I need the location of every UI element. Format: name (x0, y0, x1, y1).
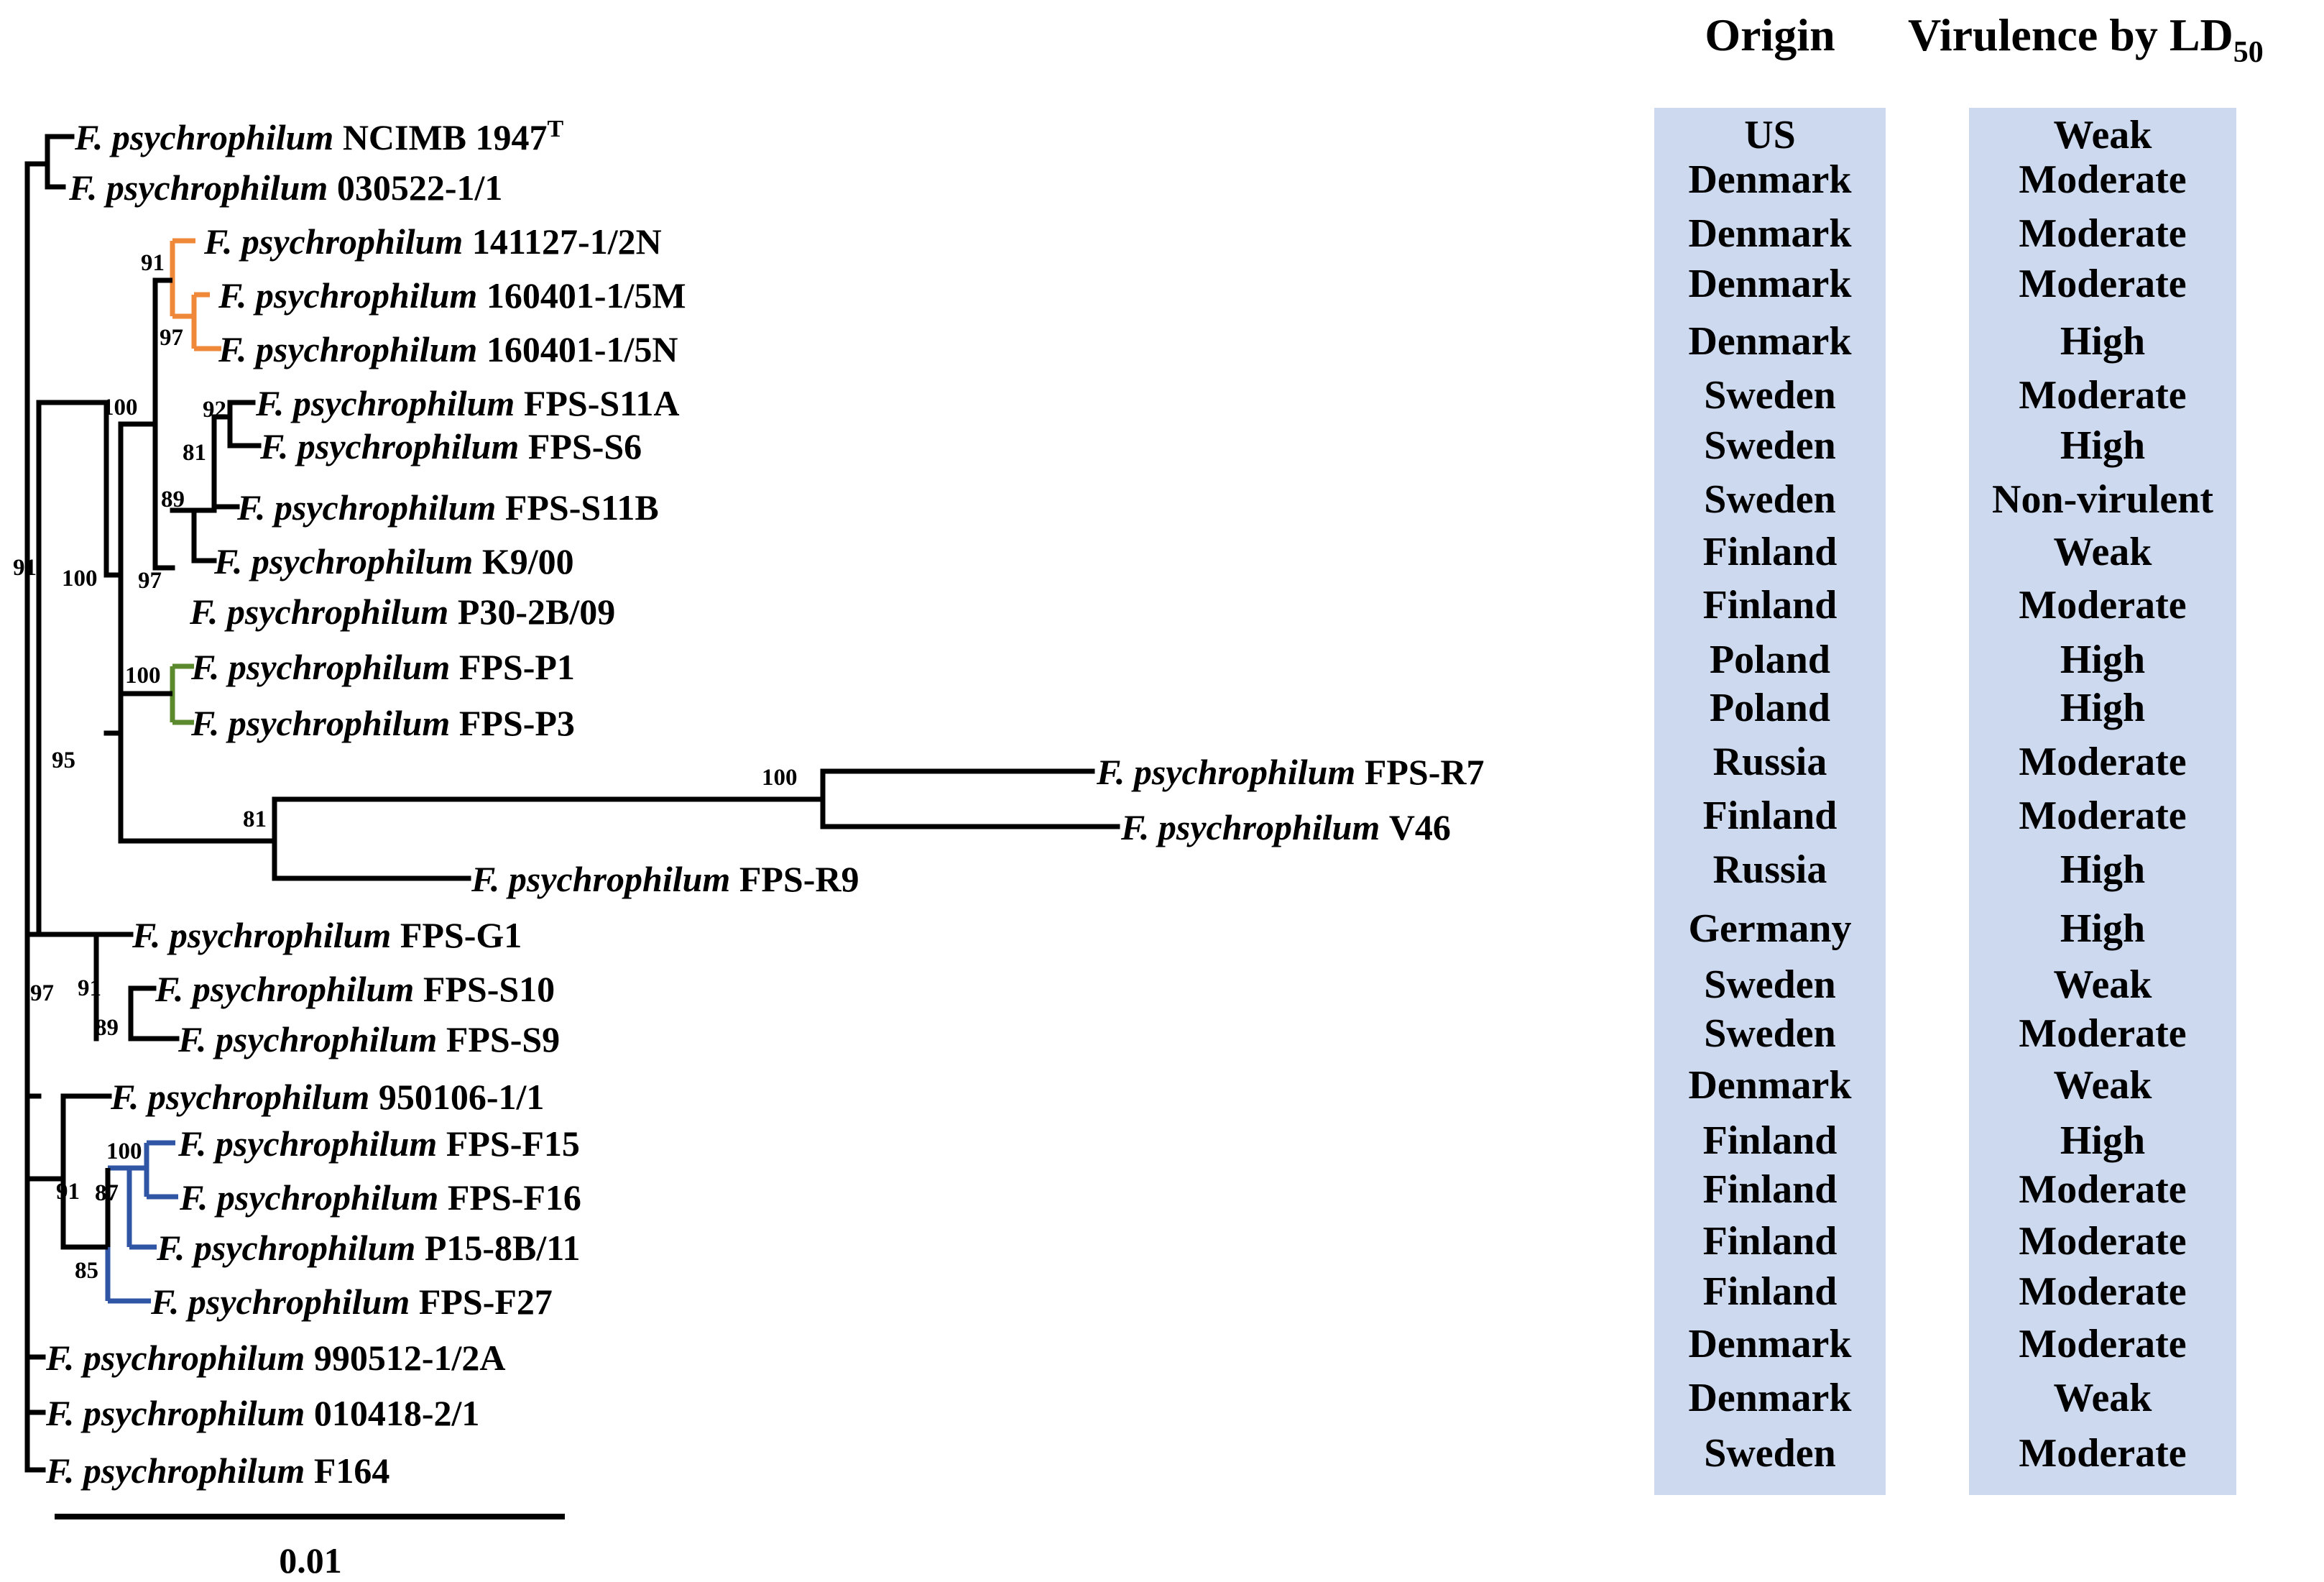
virulence-cell: Moderate (2019, 1431, 2187, 1476)
bootstrap-value: 91 (141, 250, 165, 276)
taxon-species-name: F. psychrophilum (1121, 807, 1389, 847)
taxon-label (189, 592, 615, 632)
taxon-species-name: F. psychrophilum (111, 1077, 379, 1117)
taxon-species-name: F. psychrophilum (256, 383, 524, 423)
virulence-cell: Weak (2053, 962, 2152, 1007)
origin-cell: US (1744, 113, 1796, 157)
origin-cell: Finland (1702, 1167, 1837, 1212)
taxon-species-name: F. psychrophilum (191, 703, 459, 743)
taxon-strain-id: FPS-R7 (1364, 752, 1485, 792)
origin-cell: Finland (1702, 1219, 1837, 1264)
virulence-cell: High (2060, 686, 2146, 730)
taxon-species-name: F. psychrophilum (204, 221, 472, 262)
virulence-cell: Moderate (2019, 583, 2187, 627)
origin-cell: Finland (1702, 794, 1837, 838)
bootstrap-value: 91 (13, 555, 37, 581)
origin-cell: Denmark (1688, 319, 1852, 364)
origin-cell: Poland (1709, 686, 1831, 730)
origin-cell: Sweden (1704, 1011, 1836, 1056)
taxon-species-name: F. psychrophilum (260, 426, 528, 466)
taxon-species-name: F. psychrophilum (471, 859, 739, 899)
virulence-cell: High (2060, 1118, 2146, 1163)
virulence-cell: Moderate (2019, 794, 2187, 838)
origin-cell: Denmark (1688, 157, 1852, 202)
virulence-cell: Moderate (2019, 1167, 2187, 1212)
taxon-label (1120, 807, 1451, 847)
bootstrap-value: 91 (78, 975, 101, 1001)
taxon-label (190, 647, 575, 687)
taxon-species-name: F. psychrophilum (191, 647, 459, 687)
bootstrap-value: 100 (102, 395, 138, 420)
taxon-species-name: F. psychrophilum (178, 1123, 446, 1164)
taxon-strain-id: FPS-P3 (458, 703, 575, 743)
taxon-label (218, 275, 686, 316)
taxon-species-name: F. psychrophilum (214, 541, 482, 581)
taxon-strain-id: 030522-1/1 (336, 167, 503, 208)
bootstrap-value: 92 (203, 397, 226, 423)
taxon-label (45, 1338, 505, 1378)
taxon-species-name: F. psychrophilum (155, 969, 423, 1009)
origin-cell: Denmark (1688, 211, 1852, 256)
origin-cell: Denmark (1688, 1376, 1852, 1420)
bootstrap-value: 85 (75, 1258, 98, 1284)
taxon-strain-id: FPS-S11A (523, 383, 680, 423)
virulence-cell: High (2060, 847, 2146, 892)
taxon-strain-id: 160401-1/5N (486, 329, 678, 369)
taxon-species-name: F. psychrophilum (190, 592, 458, 632)
taxon-label (259, 426, 642, 466)
taxon-strain-id: 160401-1/5M (486, 275, 686, 316)
origin-cell: Denmark (1688, 262, 1852, 306)
taxon-type-strain-superscript: T (547, 116, 564, 142)
taxon-strain-id: 010418-2/1 (313, 1393, 480, 1433)
taxon-strain-id: NCIMB 1947 (342, 117, 548, 157)
taxon-species-name: F. psychrophilum (46, 1338, 314, 1378)
taxon-strain-id: 950106-1/1 (378, 1077, 545, 1117)
taxon-label (190, 703, 575, 743)
taxon-species-name: F. psychrophilum (151, 1282, 419, 1322)
taxon-strain-id: FPS-S9 (446, 1019, 561, 1059)
origin-cell: Poland (1709, 638, 1831, 682)
taxon-strain-id: P15-8B/11 (424, 1228, 581, 1268)
taxon-label (132, 915, 522, 955)
origin-cell: Denmark (1688, 1063, 1852, 1108)
bootstrap-value: 100 (762, 765, 798, 791)
taxon-label (471, 859, 859, 899)
bootstrap-value: 81 (183, 440, 206, 466)
origin-cell: Sweden (1704, 962, 1836, 1007)
bootstrap-value: 81 (243, 806, 267, 832)
taxon-strain-id: FPS-F15 (446, 1123, 580, 1164)
taxon-label (155, 969, 555, 1009)
taxon-label (68, 167, 502, 208)
virulence-cell: High (2060, 638, 2146, 682)
taxon-species-name: F. psychrophilum (178, 1019, 446, 1059)
taxon-label (203, 221, 662, 262)
taxon-label (177, 1123, 580, 1164)
virulence-cell: Weak (2053, 1376, 2152, 1420)
virulence-cell: Moderate (2019, 373, 2187, 418)
virulence-cell: Moderate (2019, 157, 2187, 202)
taxon-strain-id: FPS-S10 (423, 969, 555, 1009)
taxon-species-name: F. psychrophilum (218, 275, 487, 316)
taxon-strain-id: 141127-1/2N (471, 221, 662, 262)
taxon-strain-id: V46 (1388, 807, 1451, 847)
taxon-label (218, 329, 678, 369)
taxon-label (213, 541, 574, 581)
origin-cell: Sweden (1704, 1431, 1836, 1476)
virulence-cell: Moderate (2019, 1269, 2187, 1314)
taxon-species-name: F. psychrophilum (1097, 752, 1365, 792)
taxon-label (45, 1450, 389, 1491)
taxon-strain-id: FPS-F16 (447, 1177, 581, 1218)
taxon-species-name: F. psychrophilum (237, 487, 505, 528)
taxon-label (156, 1228, 581, 1268)
taxon-label (236, 487, 659, 528)
origin-cell: Russia (1712, 740, 1827, 784)
virulence-cell: Weak (2053, 113, 2152, 157)
taxon-species-name: F. psychrophilum (132, 915, 400, 955)
virulence-cell: High (2060, 423, 2146, 468)
taxon-strain-id: P30-2B/09 (457, 592, 616, 632)
bootstrap-value: 89 (95, 1015, 119, 1041)
origin-cell: Finland (1702, 1118, 1837, 1163)
taxon-label (150, 1282, 553, 1322)
virulence-cell: Moderate (2019, 1322, 2187, 1366)
origin-cell: Denmark (1688, 1322, 1852, 1366)
taxon-strain-id: FPS-S11B (504, 487, 659, 528)
bootstrap-value: 97 (160, 325, 183, 351)
origin-cell: Germany (1688, 906, 1852, 951)
taxon-strain-id: FPS-R9 (739, 859, 859, 899)
taxon-species-name: F. psychrophilum (157, 1228, 425, 1268)
taxon-species-name: F. psychrophilum (46, 1450, 314, 1491)
taxon-strain-id: F164 (313, 1450, 390, 1491)
virulence-cell: High (2060, 319, 2146, 364)
taxon-label (1096, 752, 1484, 792)
taxon-strain-id: FPS-G1 (400, 915, 522, 955)
scale-bar-label: 0.01 (279, 1540, 342, 1581)
virulence-header-subscript: 50 (2233, 36, 2264, 69)
virulence-cell: Moderate (2019, 1011, 2187, 1056)
blue-clade-branches (108, 1143, 178, 1301)
bootstrap-value: 100 (125, 663, 161, 689)
taxon-label (45, 1393, 479, 1433)
taxon-strain-id: FPS-P1 (458, 647, 575, 687)
taxon-label (255, 383, 680, 423)
taxon-label (179, 1177, 581, 1218)
bootstrap-value: 95 (52, 748, 75, 773)
taxon-strain-id: FPS-S6 (527, 426, 642, 466)
taxon-strain-id: 990512-1/2A (313, 1338, 506, 1378)
origin-cell: Finland (1702, 1269, 1837, 1314)
taxon-species-name: F. psychrophilum (180, 1177, 448, 1218)
taxon-species-name: F. psychrophilum (218, 329, 487, 369)
virulence-cell: Moderate (2019, 740, 2187, 784)
bootstrap-value: 97 (138, 568, 162, 594)
virulence-cell: Non-virulent (1992, 477, 2213, 522)
taxon-species-name: F. psychrophilum (69, 167, 337, 208)
virulence-cell: Moderate (2019, 211, 2187, 256)
taxon-species-name: F. psychrophilum (75, 117, 343, 157)
origin-cell: Sweden (1704, 423, 1836, 468)
origin-cell: Finland (1702, 530, 1837, 574)
bootstrap-value: 100 (106, 1139, 142, 1164)
taxon-species-name: F. psychrophilum (46, 1393, 314, 1433)
taxon-strain-id: K9/00 (481, 541, 574, 581)
bootstrap-value: 97 (30, 980, 54, 1006)
bootstrap-value: 100 (62, 566, 98, 592)
bootstrap-value: 91 (56, 1179, 80, 1205)
bootstrap-value: 89 (161, 487, 185, 512)
origin-header: Origin (1705, 9, 1835, 60)
virulence-cell: Moderate (2019, 1219, 2187, 1264)
virulence-cell: High (2060, 906, 2146, 951)
bootstrap-value: 87 (95, 1180, 119, 1206)
origin-cell: Sweden (1704, 477, 1836, 522)
origin-cell: Sweden (1704, 373, 1836, 418)
origin-cell: Russia (1712, 847, 1827, 892)
taxon-label (177, 1019, 560, 1059)
virulence-header-text: Virulence by LD (1908, 9, 2233, 60)
virulence-header (1908, 9, 2264, 69)
origin-cell: Finland (1702, 583, 1837, 627)
virulence-cell: Moderate (2019, 262, 2187, 306)
virulence-cell: Weak (2053, 1063, 2152, 1108)
taxon-label (74, 116, 564, 157)
virulence-cell: Weak (2053, 530, 2152, 574)
taxon-label (110, 1077, 544, 1117)
taxon-strain-id: FPS-F27 (418, 1282, 553, 1322)
